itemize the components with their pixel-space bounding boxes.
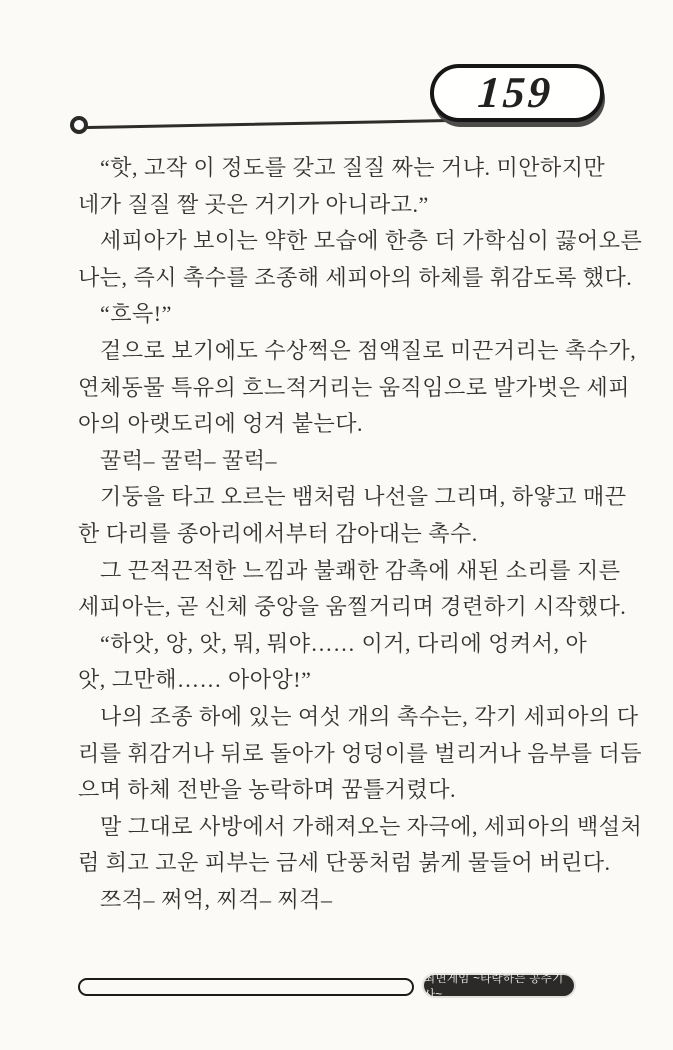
text-line: 아의 아랫도리에 엉겨 붙는다. [78, 411, 364, 437]
text-line: 한 다리를 종아리에서부터 감아대는 촉수. [78, 520, 478, 546]
text-line: “핫, 고작 이 정도를 갖고 질질 짜는 거냐. 미안하지만 [100, 155, 606, 180]
text-line: 세피아는, 곧 신체 중앙을 움찔거리며 경련하기 시작했다. [78, 594, 627, 620]
text-line: 겉으로 보기에도 수상쩍은 점액질로 미끈거리는 촉수가, [100, 337, 637, 363]
text-line: 쯔걱– 쩌억, 찌걱– 찌걱– [100, 886, 333, 912]
text-line: 세피아가 보이는 약한 모습에 한층 더 가학심이 끓어오른 [100, 228, 643, 254]
text-line: “흐윽!” [100, 301, 172, 327]
text-line: 앗, 그만해…… 아아앙!” [78, 667, 312, 693]
text-line: 연체동물 특유의 흐느적거리는 움직임으로 발가벗은 세피 [78, 374, 631, 400]
header-rule-line [86, 119, 456, 129]
text-line: 기둥을 타고 오르는 뱀처럼 나선을 그리며, 하얗고 매끈 [100, 484, 627, 510]
footer-outline-pill [78, 978, 414, 996]
text-line: 나의 조종 하에 있는 여섯 개의 촉수는, 각기 세피아의 다 [100, 703, 639, 729]
header-ring-ornament [70, 116, 88, 134]
series-title-badge [424, 972, 574, 1001]
text-line: 말 그대로 사방에서 가해져오는 자극에, 세피아의 백설처 [100, 813, 643, 839]
text-line: 리를 휘감거나 뒤로 돌아가 엉덩이를 벌리거나 음부를 더듬 [78, 740, 643, 766]
text-line: 럼 희고 고운 피부는 금세 단풍처럼 붉게 물들어 버린다. [78, 850, 611, 876]
body-text [78, 150, 643, 918]
page-number-pill [430, 64, 604, 122]
text-line: 으며 하체 전반을 농락하며 꿈틀거렸다. [78, 777, 457, 803]
text-line: 꿀럭– 꿀럭– 꿀럭– [100, 447, 278, 473]
text-line: “하앗, 앙, 앗, 뭐, 뭐야…… 이거, 다리에 엉켜서, 아 [100, 630, 588, 656]
text-line: 그 끈적끈적한 느낌과 불쾌한 감촉에 새된 소리를 지른 [100, 557, 621, 583]
text-line: 네가 질질 짤 곳은 거기가 아니라고.” [78, 191, 429, 217]
page-number: 159 [475, 68, 555, 117]
series-title: 최면게임 ~타락하는 공주기사~ [424, 972, 564, 1001]
text-line: 나는, 즉시 촉수를 조종해 세피아의 하체를 휘감도록 했다. [78, 264, 633, 290]
